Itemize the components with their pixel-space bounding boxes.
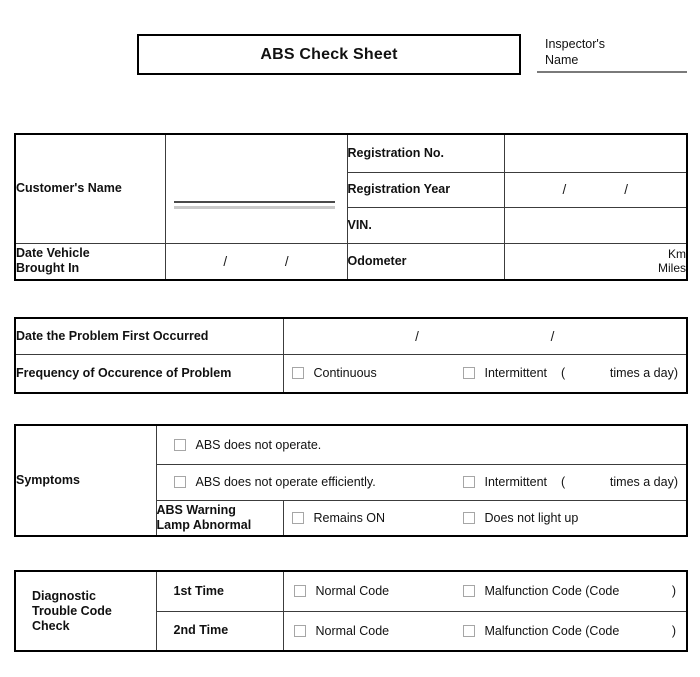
- second-normal-code-option: [294, 624, 390, 638]
- first-time-label: 1st Time: [156, 571, 283, 611]
- odometer-field[interactable]: [504, 243, 687, 280]
- symptoms-intermittent-label: Intermittent: [484, 475, 548, 489]
- diagnostic-section-label: Diagnostic Trouble Code Check: [15, 571, 156, 651]
- date-slash: /: [415, 328, 419, 344]
- intermittent-option: [463, 366, 566, 380]
- intermittent-frequency-checkbox[interactable]: [463, 367, 475, 379]
- abs-not-operate-efficiently-option: [174, 475, 376, 489]
- warning-lamp-options-cell: [283, 500, 687, 536]
- first-malfunction-code-checkbox[interactable]: [463, 585, 475, 597]
- second-time-options-cell: [283, 611, 687, 651]
- registration-year-field[interactable]: [504, 172, 687, 207]
- abs-not-operate-checkbox[interactable]: [174, 439, 186, 451]
- does-not-light-up-label: Does not light up: [484, 510, 579, 525]
- continuous-label: Continuous: [313, 366, 377, 381]
- remains-on-label: Remains ON: [313, 510, 386, 525]
- date-slash: /: [223, 253, 228, 269]
- date-slash: /: [624, 182, 628, 197]
- symptom-row-1: [156, 425, 687, 464]
- date-slash: /: [562, 182, 567, 197]
- date-slash: /: [550, 328, 555, 344]
- page-title: ABS Check Sheet: [260, 45, 398, 63]
- continuous-checkbox[interactable]: [292, 367, 304, 379]
- odometer-label: Odometer: [347, 243, 504, 280]
- times-a-day-label: times a day): [609, 366, 678, 381]
- abs-not-operate-efficiently-label: ABS does not operate efficiently.: [195, 475, 376, 489]
- does-not-light-up-option: [463, 511, 579, 525]
- registration-no-label: Registration No.: [347, 134, 504, 172]
- first-malfunction-code-label: Malfunction Code (Code: [484, 584, 620, 599]
- second-malfunction-code-label: Malfunction Code (Code: [484, 623, 620, 638]
- abs-not-operate-option: [174, 438, 322, 452]
- first-time-options-cell: [283, 571, 687, 611]
- odometer-unit-miles: Miles: [657, 261, 686, 276]
- date-vehicle-brought-in-field[interactable]: [165, 243, 347, 280]
- date-problem-occurred-label: Date the Problem First Occurred: [15, 318, 283, 354]
- date-slash: /: [284, 253, 289, 269]
- intermittent-label: Intermittent: [484, 366, 548, 381]
- vehicle-info-table: [14, 133, 688, 281]
- symptom-row-2: [156, 464, 687, 500]
- date-vehicle-brought-in-label: Date Vehicle Brought In: [15, 243, 165, 280]
- does-not-light-up-checkbox[interactable]: [463, 512, 475, 524]
- signature-line: [174, 201, 335, 209]
- symptoms-table: [14, 424, 688, 537]
- symptoms-intermittent-option: [463, 475, 566, 489]
- odometer-unit-km: Km: [668, 247, 686, 262]
- second-malfunction-code-checkbox[interactable]: [463, 625, 475, 637]
- second-normal-code-checkbox[interactable]: [294, 625, 306, 637]
- close-paren: ): [671, 623, 676, 638]
- date-problem-occurred-field[interactable]: [283, 318, 687, 354]
- customer-name-label: Customer's Name: [15, 134, 165, 243]
- inspector-name-field[interactable]: [537, 36, 687, 73]
- second-time-label: 2nd Time: [156, 611, 283, 651]
- problem-occurrence-table: [14, 317, 688, 394]
- close-paren: ): [671, 584, 676, 599]
- remains-on-option: [292, 511, 386, 525]
- abs-not-operate-efficiently-checkbox[interactable]: [174, 476, 186, 488]
- open-paren: (: [561, 366, 566, 381]
- frequency-label: Frequency of Occurence of Problem: [15, 354, 283, 393]
- abs-not-operate-label: ABS does not operate.: [195, 437, 322, 452]
- symptoms-intermittent-checkbox[interactable]: [463, 476, 475, 488]
- first-normal-code-checkbox[interactable]: [294, 585, 306, 597]
- vin-label: VIN.: [347, 207, 504, 243]
- first-normal-code-option: [294, 584, 390, 598]
- inspector-label-line1: Inspector's: [545, 37, 606, 51]
- symptoms-section-label: Symptoms: [15, 425, 156, 536]
- inspector-label-line2: Name: [545, 53, 579, 67]
- symptoms-times-a-day-label: times a day): [609, 475, 678, 489]
- form-title-box: [137, 34, 521, 75]
- second-malfunction-code-option: [463, 624, 620, 638]
- continuous-option: [292, 366, 377, 380]
- second-normal-code-label: Normal Code: [315, 623, 390, 638]
- warning-lamp-label: ABS Warning Lamp Abnormal: [156, 500, 283, 536]
- diagnostic-table: [14, 570, 688, 652]
- first-normal-code-label: Normal Code: [315, 584, 390, 599]
- customer-signature-field[interactable]: [165, 134, 347, 243]
- vin-field[interactable]: [504, 207, 687, 243]
- registration-no-field[interactable]: [504, 134, 687, 172]
- first-malfunction-code-option: [463, 584, 620, 598]
- frequency-options-cell: [283, 354, 687, 393]
- remains-on-checkbox[interactable]: [292, 512, 304, 524]
- open-paren: (: [561, 475, 566, 489]
- registration-year-label: Registration Year: [347, 172, 504, 207]
